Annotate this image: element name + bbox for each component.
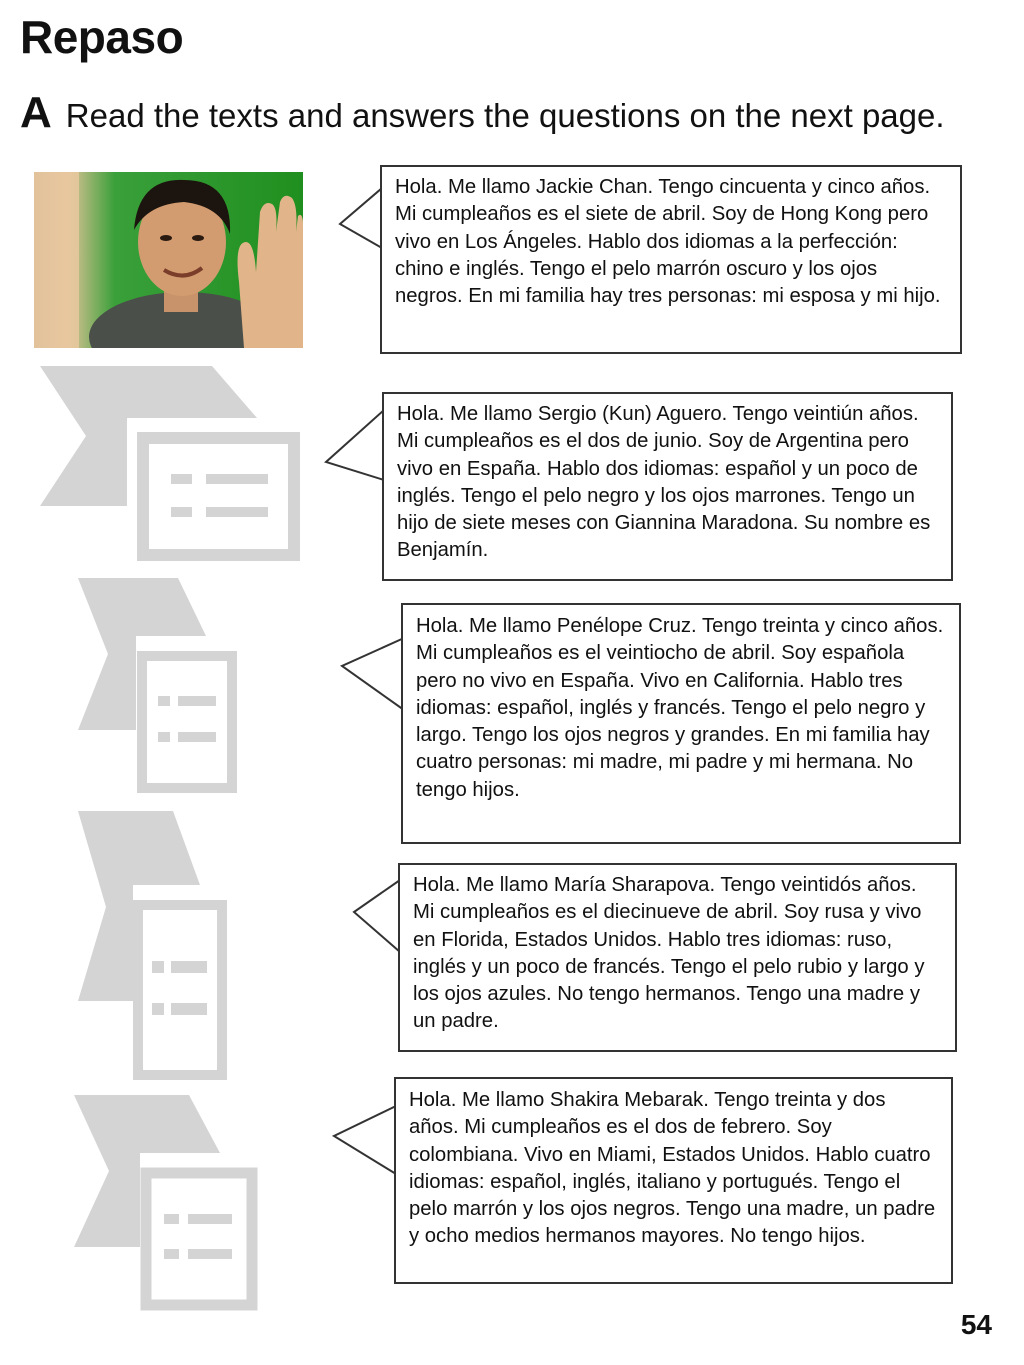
- bubble-tail-4: [352, 880, 402, 954]
- bubble-text: Hola. Me llamo Shakira Mebarak. Tengo treinta y dos años. Mi cumpleaños es el dos de febrero. Soy colombiana. Vivo en Miami, Estados Unidos. Hablo cuatro idiomas: español, inglés, italiano y portugués. Tengo el pelo marrón y los ojos negros. Tengo una madre, un padre y ocho medios hermanos mayores. No tengo hijos.: [409, 1089, 936, 1248]
- image-placeholder-icon: [74, 1095, 258, 1311]
- bubble-tail-3: [340, 638, 406, 712]
- section-instruction: [20, 88, 945, 138]
- bubble-text: Hola. Me llamo Sergio (Kun) Aguero. Tengo veintiún años. Mi cumpleaños es el dos de junio. Soy de Argentina pero vivo en España. Hablo dos idiomas: español y un poco de inglés. Tengo el pelo negro y los ojos marrones. Tengo un hijo de siete meses con Giannina Maradona. Su nombre es Benjamín.: [397, 403, 931, 562]
- bubble-text: Hola. Me llamo María Sharapova. Tengo veintidós años. Mi cumpleaños es el diecinueve de abril. Soy rusa y vivo en Florida, Estados Unidos. Hablo tres idiomas: ruso, inglés y un poco de francés. Tengo el pelo rubio y largo y los ojos azules. No tengo hermanos. Tengo una madre y un padre.: [413, 874, 925, 1033]
- image-placeholder-3: [78, 811, 228, 1081]
- instruction-text: Read the texts and answers the questions on the next page.: [65, 97, 945, 134]
- image-placeholder-1: [40, 366, 302, 562]
- bubble-tail-2: [322, 410, 386, 482]
- portrait-photo-icon: [34, 172, 303, 348]
- portrait-photo: [34, 172, 303, 348]
- speech-bubble-jackie-chan: [380, 165, 962, 354]
- speech-bubble-penelope-cruz: [401, 603, 961, 844]
- section-letter: A: [20, 88, 52, 137]
- page-title: Repaso: [20, 11, 184, 63]
- image-placeholder-icon: [40, 366, 302, 562]
- speech-bubble-maria-sharapova: [398, 863, 957, 1052]
- image-placeholder-2: [78, 578, 238, 794]
- bubble-tail-1: [338, 188, 384, 260]
- bubble-text: Hola. Me llamo Jackie Chan. Tengo cincuenta y cinco años. Mi cumpleaños es el siete de abril. Soy de Hong Kong pero vivo en Los Ángeles. Hablo dos idiomas a la perfección: chino e inglés. Tengo el pelo marrón oscuro y los ojos negros. En mi familia hay tres personas: mi esposa y mi hijo.: [395, 176, 941, 308]
- speech-bubble-shakira-mebarak: [394, 1077, 953, 1284]
- image-placeholder-4: [74, 1095, 258, 1311]
- speech-bubble-sergio-aguero: [382, 392, 953, 581]
- bubble-text: Hola. Me llamo Penélope Cruz. Tengo treinta y cinco años. Mi cumpleaños es el veintiocho de abril. Soy española pero no vivo en España. Vivo en California. Hablo tres idiomas: español, inglés y francés. Tengo el pelo negro y largo. Tengo los ojos negros y grandes. En mi familia hay cuatro personas: mi madre, mi padre y mi hermana. No tengo hijos.: [416, 615, 944, 801]
- image-placeholder-icon: [78, 811, 228, 1081]
- page-number: 54: [960, 1309, 992, 1340]
- bubble-tail-5: [332, 1106, 398, 1176]
- image-placeholder-icon: [78, 578, 238, 794]
